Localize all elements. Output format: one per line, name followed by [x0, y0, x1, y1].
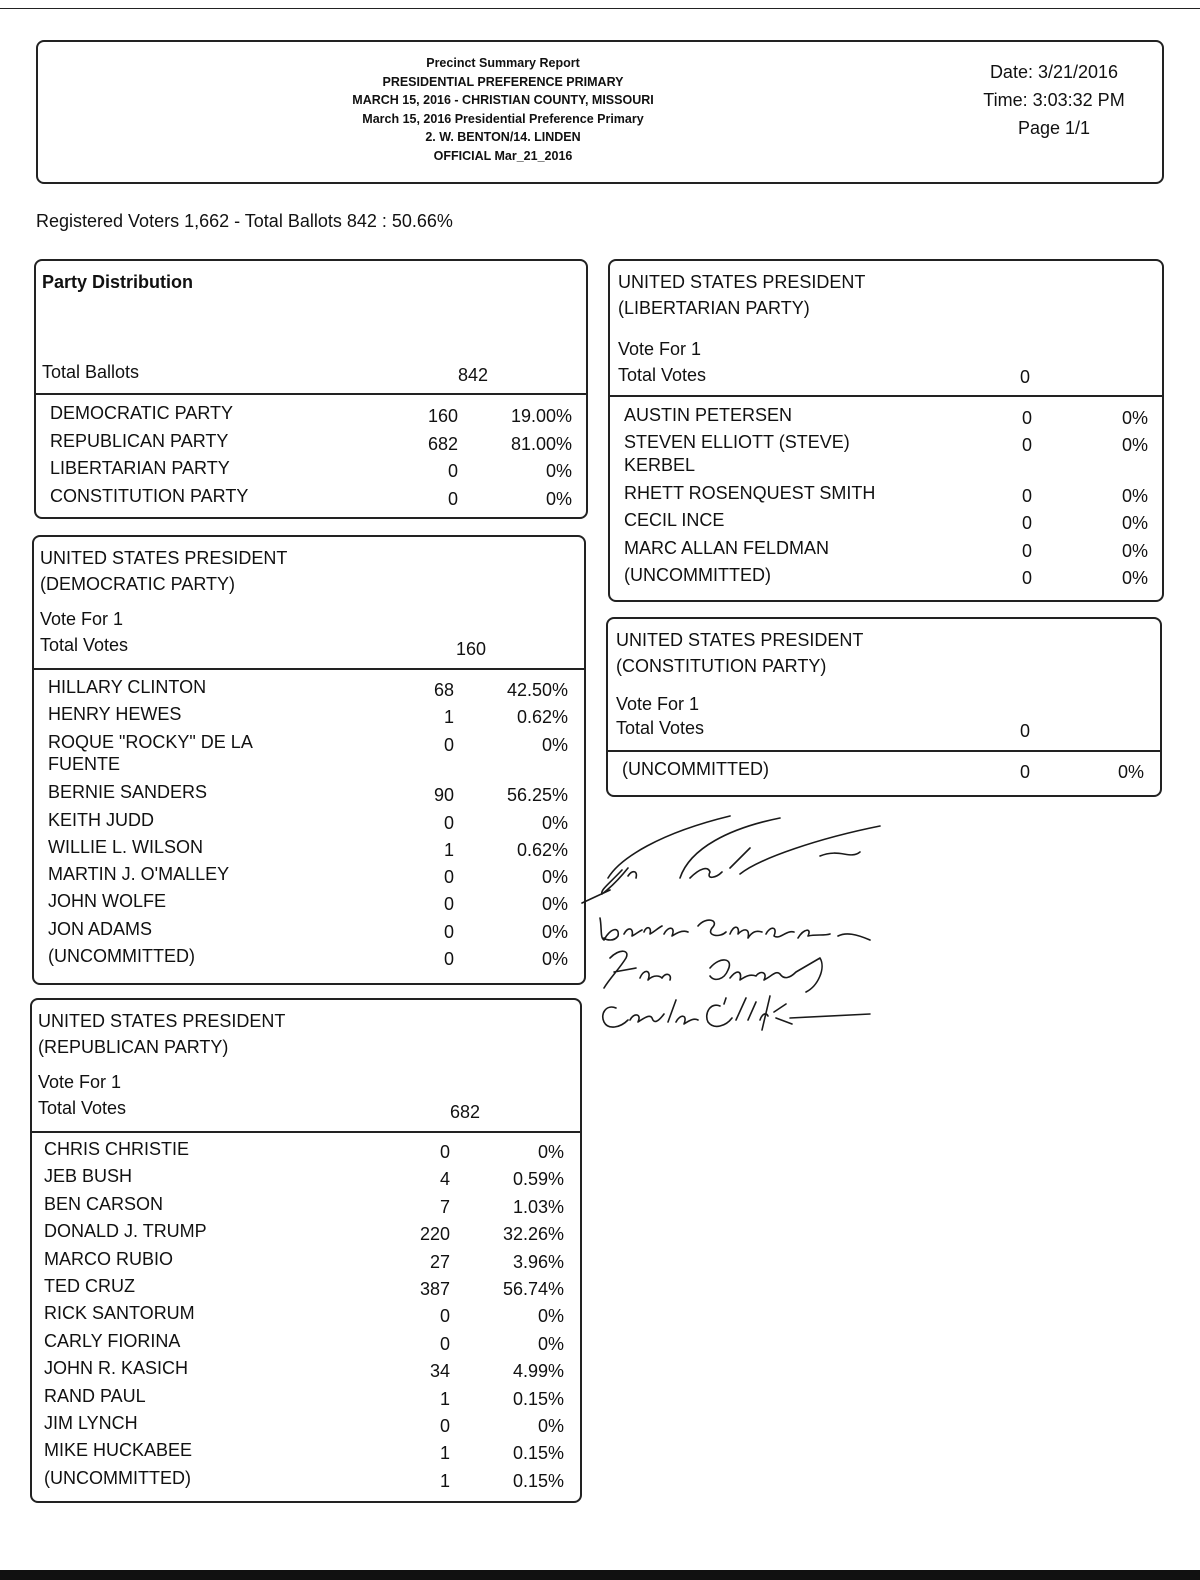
candidate-name: JOHN WOLFE [48, 891, 167, 912]
header-line: MARCH 15, 2016 - CHRISTIAN COUNTY, MISSOURI [352, 93, 654, 107]
vote-for-label: Vote For 1 [616, 694, 700, 714]
candidate-name: RHETT ROSENQUEST SMITH [624, 482, 876, 503]
vote-percent: 0% [1117, 762, 1144, 782]
contest-title-line1: UNITED STATES PRESIDENT [618, 272, 866, 292]
report-header-titles [288, 54, 718, 165]
signature-stroke [603, 996, 870, 1030]
republican-contest-box [30, 998, 582, 1503]
vote-count: 0 [439, 1333, 450, 1354]
vote-percent: 0% [1121, 408, 1148, 428]
report-page: Page 1/1 [1017, 118, 1091, 138]
vote-count: 160 [427, 406, 458, 426]
total-votes-label: Total Votes [40, 635, 129, 655]
candidate-name: KEITH JUDD [48, 809, 155, 830]
vote-percent: 0% [1121, 513, 1148, 534]
vote-count: 0 [443, 894, 454, 915]
result-row [610, 481, 1162, 508]
result-row [610, 536, 1162, 563]
candidate-name: (UNCOMMITTED) [622, 759, 769, 779]
vote-count: 0 [443, 867, 454, 888]
result-row [34, 702, 584, 729]
total-ballots-label: Total Ballots [42, 362, 140, 382]
candidate-name-continued: FUENTE [48, 753, 120, 774]
vote-percent: 0.59% [512, 1169, 564, 1190]
divider [36, 393, 586, 395]
vote-count: 34 [429, 1361, 450, 1382]
candidate-name: (UNCOMMITTED) [44, 1467, 191, 1488]
candidate-name: WILLIE L. WILSON [48, 836, 204, 857]
vote-count: 387 [419, 1279, 450, 1299]
total-votes-value: 0 [1019, 367, 1030, 387]
report-time: Time: 3:03:32 PM [983, 90, 1125, 110]
vote-percent: 0.62% [516, 707, 568, 728]
vote-count: 0 [439, 1416, 450, 1436]
result-row [34, 780, 584, 807]
vote-percent: 0% [545, 461, 572, 481]
candidate-name-continued: KERBEL [624, 454, 696, 475]
result-row [32, 1247, 580, 1274]
contest-title [618, 269, 865, 321]
vote-count: 0 [443, 734, 454, 755]
vote-percent: 0% [537, 1306, 564, 1327]
candidate-name: DONALD J. TRUMP [44, 1221, 207, 1242]
candidate-name: BERNIE SANDERS [48, 782, 208, 803]
total-votes-label: Total Votes [38, 1098, 127, 1118]
candidate-name: CARLY FIORINA [44, 1330, 181, 1351]
result-row [610, 563, 1162, 590]
vote-for-label: Vote For 1 [38, 1072, 122, 1092]
handwritten-signatures [580, 808, 900, 1048]
candidate-name: (UNCOMMITTED) [48, 946, 195, 966]
vote-percent: 0% [541, 921, 568, 942]
candidate-name: HILLARY CLINTON [48, 677, 207, 697]
contest-title-line2: (CONSTITUTION PARTY) [616, 656, 827, 676]
vote-count: 682 [427, 433, 458, 454]
divider [34, 668, 584, 670]
total-votes-value: 682 [449, 1102, 480, 1122]
vote-count: 90 [433, 785, 454, 806]
vote-percent: 0% [1121, 567, 1148, 588]
vote-count: 0 [1021, 435, 1032, 456]
candidate-name: JON ADAMS [48, 918, 153, 939]
result-row [32, 1411, 580, 1438]
vote-percent: 0% [1121, 435, 1148, 456]
vote-percent: 0% [1121, 540, 1148, 561]
vote-percent: 3.96% [512, 1251, 564, 1272]
candidate-name: REPUBLICAN PARTY [50, 430, 229, 451]
result-row [34, 730, 584, 757]
vote-count: 1 [439, 1470, 450, 1491]
vote-count: 0 [1021, 567, 1032, 588]
total-votes-label: Total Votes [618, 365, 707, 385]
report-date: Date: 3/21/2016 [989, 62, 1119, 82]
total-ballots-value: 842 [457, 365, 488, 385]
vote-percent: 0% [541, 734, 568, 755]
bottom-rule [0, 1570, 1200, 1580]
result-row [34, 889, 584, 916]
candidate-name: BEN CARSON [44, 1193, 164, 1214]
vote-percent: 1.03% [512, 1196, 564, 1217]
result-row [32, 1438, 580, 1465]
candidate-name: DEMOCRATIC PARTY [50, 403, 234, 423]
candidate-name: LIBERTARIAN PARTY [50, 458, 230, 478]
signature-stroke [604, 951, 822, 992]
vote-count: 1 [439, 1388, 450, 1409]
candidate-name: STEVEN ELLIOTT (STEVE) [624, 432, 850, 453]
vote-count: 0 [1021, 485, 1032, 506]
result-row [32, 1274, 580, 1301]
candidate-name: MARCO RUBIO [44, 1248, 174, 1269]
party-distribution-title: Party Distribution [42, 272, 194, 292]
candidate-name: MARTIN J. O'MALLEY [48, 864, 230, 885]
candidate-name: (UNCOMMITTED) [624, 564, 771, 585]
report-meta [954, 58, 1154, 142]
vote-count: 0 [447, 488, 458, 509]
contest-title-line2: (DEMOCRATIC PARTY) [40, 574, 236, 594]
candidate-name: MIKE HUCKABEE [44, 1440, 193, 1461]
result-row [36, 429, 586, 456]
vote-count: 1 [443, 839, 454, 860]
democratic-contest-box [32, 535, 586, 985]
vote-count: 0 [439, 1142, 450, 1162]
result-row [36, 401, 586, 428]
signature-stroke [600, 918, 870, 940]
vote-count: 0 [447, 461, 458, 481]
contest-title [40, 545, 287, 597]
vote-count: 0 [1019, 762, 1030, 782]
total-votes-label: Total Votes [616, 718, 705, 738]
vote-percent: 0.15% [512, 1470, 564, 1491]
contest-title [38, 1008, 285, 1060]
vote-count: 0 [443, 949, 454, 969]
candidate-name: TED CRUZ [44, 1276, 135, 1296]
header-line: 2. W. BENTON/14. LINDEN [425, 130, 581, 144]
vote-percent: 56.25% [506, 785, 568, 806]
candidate-name: ROQUE "ROCKY" DE LA [48, 731, 253, 752]
result-row [32, 1192, 580, 1219]
party-distribution-box [34, 259, 588, 519]
vote-for-label: Vote For 1 [40, 609, 124, 629]
vote-count: 4 [439, 1169, 450, 1190]
result-row [32, 1164, 580, 1191]
vote-count: 0 [443, 921, 454, 942]
candidate-name: AUSTIN PETERSEN [624, 405, 793, 425]
result-row [32, 1219, 580, 1246]
result-row [32, 1466, 580, 1493]
vote-percent: 0.15% [512, 1388, 564, 1409]
result-row [34, 835, 584, 862]
candidate-name: JOHN R. KASICH [44, 1358, 189, 1379]
total-votes-value: 0 [1019, 721, 1030, 741]
result-row [610, 508, 1162, 535]
vote-percent: 81.00% [510, 433, 572, 454]
vote-count: 0 [1021, 513, 1032, 534]
vote-percent: 0% [537, 1142, 564, 1162]
result-row [34, 862, 584, 889]
vote-count: 27 [429, 1251, 450, 1272]
vote-count: 0 [443, 812, 454, 833]
vote-percent: 0% [541, 867, 568, 888]
total-votes-value: 160 [455, 639, 486, 659]
result-row [34, 917, 584, 944]
candidate-name: CHRIS CHRISTIE [44, 1139, 190, 1159]
vote-percent: 0.62% [516, 839, 568, 860]
vote-count: 0 [439, 1306, 450, 1327]
vote-percent: 0% [1121, 485, 1148, 506]
report-header [36, 40, 1164, 184]
result-row [34, 675, 584, 702]
constitution-contest-box [606, 617, 1162, 797]
divider [610, 395, 1162, 397]
vote-percent: 0% [541, 812, 568, 833]
candidate-name: JIM LYNCH [44, 1413, 138, 1433]
result-row [32, 1137, 580, 1164]
candidate-name: CECIL INCE [624, 510, 725, 531]
result-row [32, 1301, 580, 1328]
vote-percent: 4.99% [512, 1361, 564, 1382]
candidate-name: RICK SANTORUM [44, 1303, 195, 1324]
header-line: March 15, 2016 Presidential Preference Primary [362, 111, 644, 126]
divider [608, 750, 1160, 752]
result-row [32, 1329, 580, 1356]
vote-percent: 0% [545, 488, 572, 509]
result-row [32, 1384, 580, 1411]
vote-percent: 32.26% [502, 1224, 564, 1245]
result-row [34, 808, 584, 835]
vote-percent: 56.74% [502, 1279, 564, 1299]
vote-count: 220 [419, 1224, 450, 1245]
vote-percent: 0% [537, 1333, 564, 1354]
result-row [610, 403, 1162, 430]
contest-title-line2: (LIBERTARIAN PARTY) [618, 298, 810, 318]
divider [32, 1131, 580, 1133]
vote-percent: 0% [537, 1416, 564, 1436]
candidate-name: HENRY HEWES [48, 704, 182, 725]
candidate-name: RAND PAUL [44, 1385, 146, 1406]
vote-percent: 42.50% [506, 680, 568, 700]
vote-count: 7 [439, 1196, 450, 1217]
vote-percent: 19.00% [510, 406, 572, 426]
top-rule [0, 0, 1200, 9]
turnout-summary: Registered Voters 1,662 - Total Ballots 842 : 50.66% [36, 211, 453, 231]
contest-title-line1: UNITED STATES PRESIDENT [38, 1011, 286, 1031]
vote-count: 1 [439, 1443, 450, 1464]
libertarian-contest-box [608, 259, 1164, 602]
contest-title-line1: UNITED STATES PRESIDENT [616, 630, 864, 650]
vote-for-label: Vote For 1 [618, 339, 702, 359]
result-row [36, 484, 586, 511]
vote-percent: 0.15% [512, 1443, 564, 1464]
header-line: OFFICIAL Mar_21_2016 [433, 148, 573, 163]
result-row [608, 757, 1160, 784]
header-line: PRESIDENTIAL PREFERENCE PRIMARY [382, 74, 624, 89]
result-row [32, 1356, 580, 1383]
signature-stroke [582, 816, 880, 903]
contest-title-line2: (REPUBLICAN PARTY) [38, 1037, 229, 1057]
vote-count: 0 [1021, 408, 1032, 428]
result-row [34, 944, 584, 971]
contest-title [616, 627, 863, 679]
header-line: Precinct Summary Report [426, 56, 580, 70]
candidate-name: JEB BUSH [44, 1166, 133, 1187]
vote-percent: 0% [541, 949, 568, 969]
candidate-name: CONSTITUTION PARTY [50, 485, 249, 506]
vote-count: 68 [433, 680, 454, 700]
vote-count: 0 [1021, 540, 1032, 561]
result-row [610, 430, 1162, 457]
result-row [36, 456, 586, 483]
vote-percent: 0% [541, 894, 568, 915]
vote-count: 1 [443, 707, 454, 728]
contest-title-line1: UNITED STATES PRESIDENT [40, 548, 288, 568]
candidate-name: MARC ALLAN FELDMAN [624, 537, 830, 558]
